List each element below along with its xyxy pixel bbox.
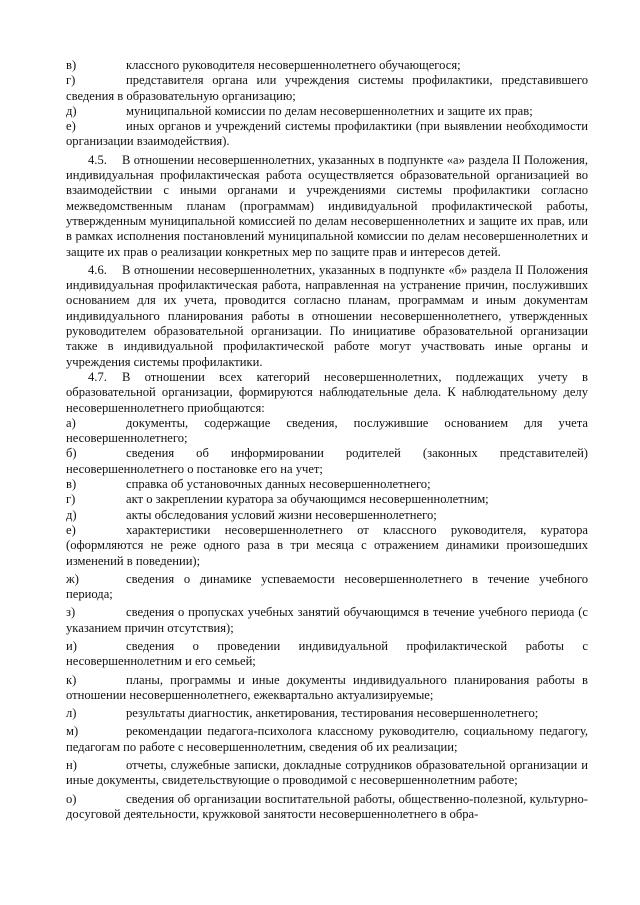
section-number: 4.5. <box>88 152 107 167</box>
list-item-o <box>66 792 588 823</box>
list-item-k <box>66 673 588 704</box>
list-marker: з) <box>66 605 76 620</box>
list-item-g2 <box>66 492 588 507</box>
list-item-l <box>66 706 588 721</box>
list-text: сведения об организации воспитательной работы, общественно-полезной, культурно-досуговой деятельности, кружковой занятости несовершеннолетнего в обра- <box>66 791 588 821</box>
section-4-5 <box>66 153 588 260</box>
section-number: 4.7. <box>88 369 107 384</box>
list-text: классного руководителя несовершеннолетнего обучающегося; <box>126 58 461 72</box>
list-item-v <box>66 58 588 73</box>
list-item-e <box>66 119 588 150</box>
list-marker: г) <box>66 73 76 88</box>
list-marker: е) <box>66 522 76 537</box>
list-text: сведения о пропусках учебных занятий обучающимся в течение учебного периода (с указанием причин отсутствия); <box>66 605 588 635</box>
list-item-b <box>66 446 588 477</box>
list-text: муниципальной комиссии по делам несовершеннолетних и защите их прав; <box>126 103 533 118</box>
section-4-6 <box>66 263 588 370</box>
list-marker: г) <box>66 492 76 507</box>
list-text: документы, содержащие сведения, послужившие основанием для учета несовершеннолетнего; <box>66 415 588 446</box>
list-item-n <box>66 758 588 789</box>
list-marker: д) <box>66 507 77 522</box>
document-page <box>66 58 588 822</box>
list-item-e2 <box>66 523 588 569</box>
list-item-zh <box>66 572 588 603</box>
section-text: В отношении несовершеннолетних, указанных в подпункте «б» раздела II Положения индивидуальная профилактическая работа, направленная на устранение причин, послуживших основанием для их учета, проводится согласно планам, программам и иным документам индивидуального планирования работы в отношении несовершеннолетнего, утвержденных руководителем образовательной организации. По инициативе образовательной организации также в индивидуальной профилактической работе могут участвовать иные органы и учреждения системы профилактики. <box>66 262 588 369</box>
list-marker: и) <box>66 638 77 653</box>
list-item-i <box>66 639 588 670</box>
list-text: акт о закреплении куратора за обучающимся несовершеннолетним; <box>126 492 489 507</box>
list-marker: ж) <box>66 571 79 586</box>
list-text: отчеты, служебные записки, докладные сотрудников образовательной организации и иные документы, свидетельствующие о проводимой с несовершеннолетним работе; <box>66 758 588 788</box>
list-text: представителя органа или учреждения системы профилактики, представившего сведения в образовательную организацию; <box>66 73 588 103</box>
list-item-a <box>66 416 588 447</box>
list-text: рекомендации педагога-психолога классному руководителю, социальному педагогу, педагогам по работе с несовершеннолетним, сведения об их реализации; <box>66 724 588 754</box>
list-marker: е) <box>66 119 76 134</box>
list-marker: в) <box>66 58 77 72</box>
list-marker: л) <box>66 706 77 721</box>
list-text: результаты диагностик, анкетирования, тестирования несовершеннолетнего; <box>126 706 539 721</box>
list-marker: а) <box>66 415 76 430</box>
list-item-d2 <box>66 508 588 523</box>
list-item-m <box>66 724 588 755</box>
list-marker: н) <box>66 758 77 773</box>
list-text: сведения об информировании родителей (законных представителей) несовершеннолетнего о постановке его на учет; <box>66 446 588 476</box>
list-item-d <box>66 104 588 119</box>
list-item-z <box>66 605 588 636</box>
section-text: В отношении всех категорий несовершеннолетних, подлежащих учету в образовательной организации, формируются наблюдательные дела. К наблюдательному делу несовершеннолетнего приобщаются: <box>66 369 588 415</box>
list-item-v2 <box>66 477 588 492</box>
list-marker: к) <box>66 672 77 687</box>
section-number: 4.6. <box>88 262 107 277</box>
section-4-7 <box>66 370 588 416</box>
list-text: справка об установочных данных несовершеннолетнего; <box>126 477 431 492</box>
list-text: характеристики несовершеннолетнего от классного руководителя, куратора (оформляются не реже одного раза в три месяца с отражением динамики произошедших изменений в поведении); <box>66 522 588 568</box>
list-marker: д) <box>66 103 77 118</box>
section-text: В отношении несовершеннолетних, указанных в подпункте «а» раздела II Положения, индивидуальная профилактическая работа осуществляется образовательной организацией во взаимодействии с иными органами и учреждениями системы профилактики согласно межведомственным планам (программам) индивидуальной профилактической работы, утвержденным муниципальной комиссией по делам несовершеннолетних и защите их прав, или в рамках исполнения постановлений муниципальной комиссии по делам несовершеннолетних и защите их прав о реализации конкретных мер по защите прав и интересов детей. <box>66 152 588 259</box>
list-marker: о) <box>66 791 77 806</box>
list-text: иных органов и учреждений системы профилактики (при выявлении необходимости организации взаимодействия). <box>66 119 588 149</box>
list-item-g <box>66 73 588 104</box>
list-marker: м) <box>66 724 79 739</box>
list-marker: б) <box>66 446 77 461</box>
list-text: акты обследования условий жизни несовершеннолетнего; <box>126 507 437 522</box>
list-text: сведения о проведении индивидуальной профилактической работы с несовершеннолетним и его семьей; <box>66 638 588 669</box>
list-text: сведения о динамике успеваемости несовершеннолетнего в течение учебного периода; <box>66 571 588 602</box>
list-marker: в) <box>66 477 77 492</box>
list-text: планы, программы и иные документы индивидуального планирования работы в отношении несовершеннолетнего, ежеквартально актуализируемые; <box>66 672 588 702</box>
